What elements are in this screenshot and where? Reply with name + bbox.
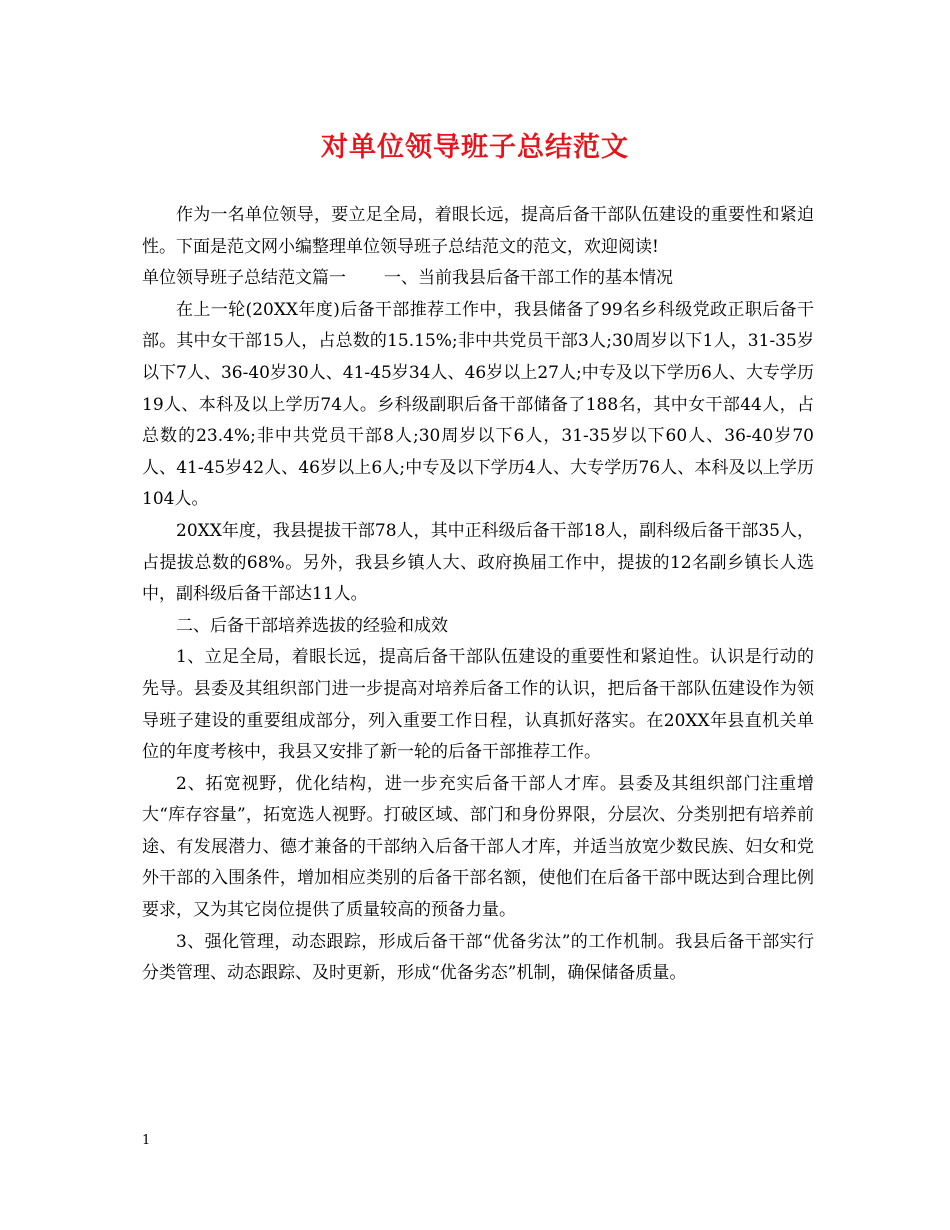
document-body bbox=[142, 200, 814, 990]
body-paragraph-1: 在上一轮(20XX年度)后备干部推荐工作中，我县储备了99名乡科级党政正职后备干部。其中女干部15人，占总数的15.15%;非中共党员干部3人;30周岁以下1人，31-35岁以下7人、36-40岁30人、41-45岁34人、46岁以上27人;中专及以下学历6人、大专学历19人、本科及以上学历74人。乡科级副职后备干部储备了188名，其中女干部44人，占总数的23.4%;非中共党员干部8人;30周岁以下6人，31-35岁以下60人、36-40岁70人、41-45岁42人、46岁以上6人;中专及以下学历4人、大专学历76人、本科及以上学历104人。 bbox=[142, 299, 814, 510]
section-heading-2: 二、后备干部培养选拔的经验和成效 bbox=[176, 615, 448, 636]
body-paragraph-3: 1、立足全局，着眼长远，提高后备干部队伍建设的重要性和紧迫性。认识是行动的先导。县委及其组织部门进一步提高对培养后备工作的认识，把后备干部队伍建设作为领导班子建设的重要组成部分，列入重要工作日程，认真抓好落实。在20XX年县直机关单位的年度考核中，我县又安排了新一轮的后备干部推荐工作。 bbox=[142, 647, 814, 763]
article-heading: 单位领导班子总结范文篇一 bbox=[142, 268, 346, 289]
document-title: 对单位领导班子总结范文 bbox=[321, 132, 629, 163]
body-paragraph-2: 20XX年度，我县提拔干部78人，其中正科级后备干部18人，副科级后备干部35人，占提拔总数的68%。另外，我县乡镇人大、政府换届工作中，提拔的12名副乡镇长人选中，副科级后备干部达11人。 bbox=[142, 520, 814, 605]
section-heading-line bbox=[142, 263, 814, 295]
intro-paragraph: 作为一名单位领导，要立足全局，着眼长远，提高后备干部队伍建设的重要性和紧迫性。下面是范文网小编整理单位领导班子总结范文的范文，欢迎阅读! bbox=[142, 205, 814, 257]
page-number: 1 bbox=[142, 1133, 151, 1148]
section-heading: 一、当前我县后备干部工作的基本情况 bbox=[384, 268, 673, 289]
body-paragraph-5: 3、强化管理，动态跟踪，形成后备干部“优备劣汰”的工作机制。我县后备干部实行分类管理、动态跟踪、及时更新，形成“优备劣态”机制，确保储备质量。 bbox=[142, 931, 814, 984]
body-paragraph-4: 2、拓宽视野，优化结构，进一步充实后备干部人才库。县委及其组织部门注重增大“库存容量”，拓宽选人视野。打破区域、部门和身份界限，分层次、分类别把有培养前途、有发展潜力、德才兼备的干部纳入后备干部人才库，并适当放宽少数民族、妇女和党外干部的入围条件，增加相应类别的后备干部名额，使他们在后备干部中既达到合理比例要求，又为其它岗位提供了质量较高的预备力量。 bbox=[142, 773, 814, 921]
